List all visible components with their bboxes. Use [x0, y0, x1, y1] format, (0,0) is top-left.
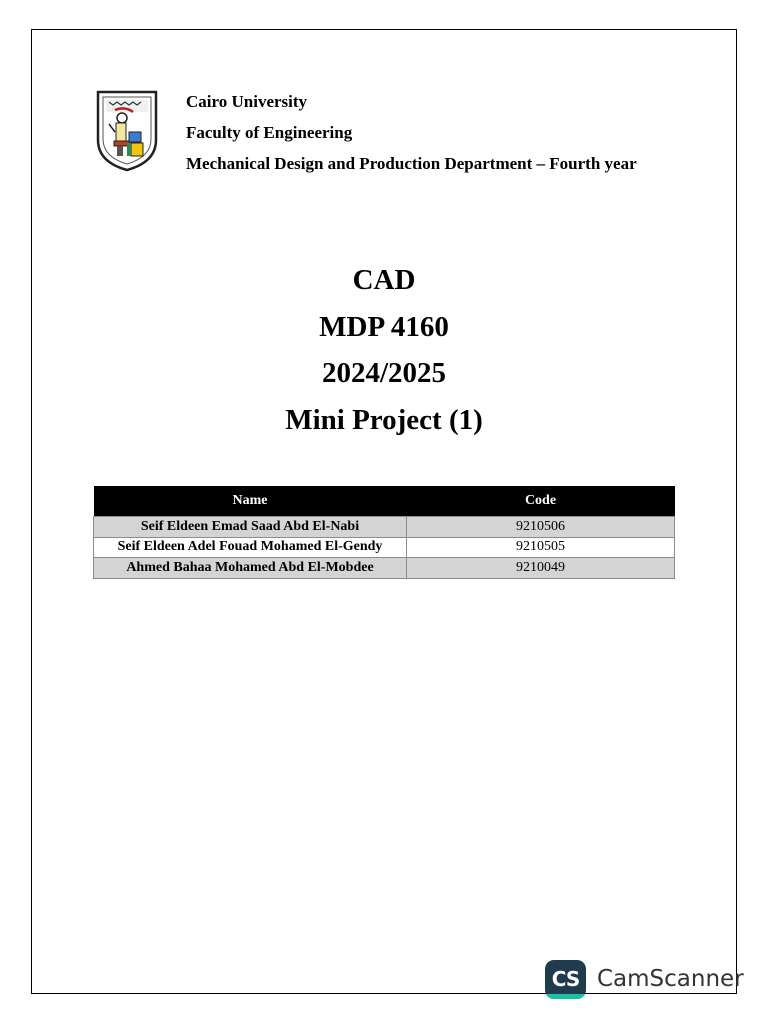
title-block — [0, 257, 768, 443]
member-name: Seif Eldeen Emad Saad Abd El-Nabi — [94, 517, 407, 538]
university-name: Cairo University — [186, 92, 308, 111]
code-column-header: Code — [407, 486, 675, 517]
table-row — [94, 558, 675, 579]
table-row — [94, 537, 675, 558]
member-code: 9210049 — [407, 558, 675, 579]
member-name: Ahmed Bahaa Mohamed Abd El-Mobdee — [94, 558, 407, 579]
name-column-header: Name — [94, 486, 407, 517]
camscanner-logo-icon: CS — [545, 960, 586, 999]
camscanner-brand: CamScanner — [597, 966, 744, 992]
member-code: 9210506 — [407, 517, 675, 538]
members-table — [93, 486, 675, 579]
camscanner-watermark — [545, 958, 744, 1000]
course-code: MDP 4160 — [319, 310, 449, 343]
university-logo — [95, 88, 159, 172]
academic-year: 2024/2025 — [321, 357, 447, 389]
department-name: Mechanical Design and Production Department – Fourth year — [186, 154, 637, 173]
course-title: CAD — [352, 264, 416, 296]
member-code: 9210505 — [407, 537, 675, 558]
table-row — [94, 517, 675, 538]
table-header-row — [94, 486, 675, 517]
project-title: Mini Project (1) — [285, 403, 483, 436]
member-name: Seif Eldeen Adel Fouad Mohamed El-Gendy — [94, 537, 407, 558]
faculty-name: Faculty of Engineering — [186, 123, 353, 142]
header — [186, 86, 637, 179]
